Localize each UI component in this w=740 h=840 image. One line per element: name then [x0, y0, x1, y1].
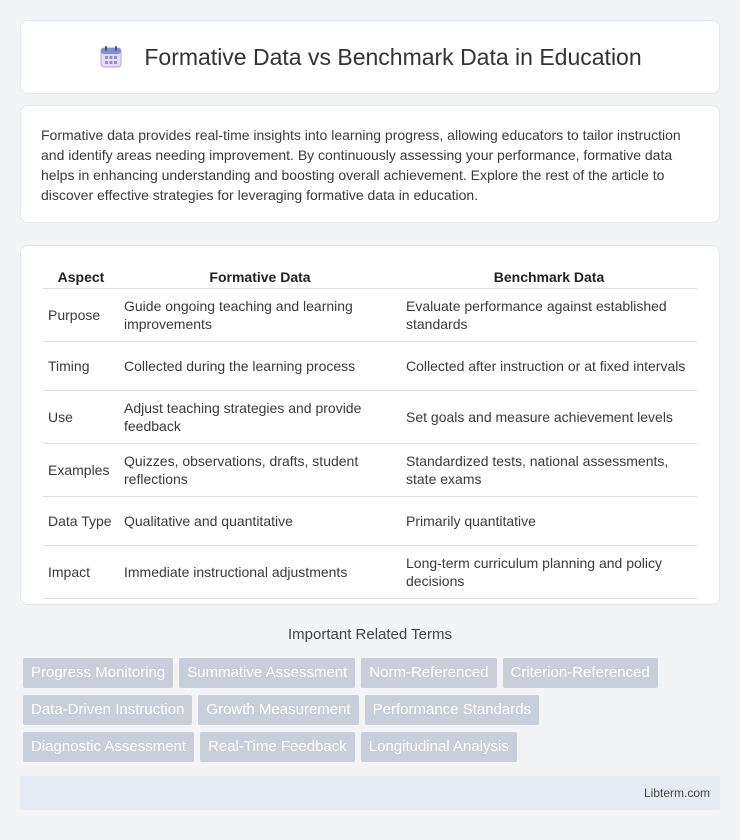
related-terms-title: Important Related Terms: [288, 626, 452, 643]
footer-site-link[interactable]: Libterm.com: [643, 786, 710, 800]
table-cell: Evaluate performance against established standards: [401, 289, 697, 342]
table-row: [43, 444, 697, 497]
tag-row: [23, 732, 723, 762]
related-term-tag[interactable]: Diagnostic Assessment: [23, 732, 194, 762]
related-term-tag[interactable]: Growth Measurement: [198, 695, 358, 725]
column-header: Formative Data: [119, 265, 401, 289]
title-card: [20, 20, 720, 94]
table-row: [43, 546, 697, 599]
table-cell: Long-term curriculum planning and policy decisions: [401, 546, 697, 599]
comparison-table: [43, 265, 697, 599]
table-cell: Data Type: [43, 497, 119, 546]
comparison-table-card: [20, 245, 720, 605]
tag-row: [23, 658, 723, 688]
table-cell: Collected during the learning process: [119, 342, 401, 391]
table-cell: Standardized tests, national assessments, state exams: [401, 444, 697, 497]
table-row: [43, 497, 697, 546]
table-cell: Use: [43, 391, 119, 444]
table-cell: Impact: [43, 546, 119, 599]
column-header: Aspect: [43, 265, 119, 289]
tag-row: [23, 695, 723, 725]
table-cell: Set goals and measure achievement levels: [401, 391, 697, 444]
footer: [20, 776, 720, 810]
table-cell: Quizzes, observations, drafts, student reflections: [119, 444, 401, 497]
table-cell: Immediate instructional adjustments: [119, 546, 401, 599]
table-cell: Examples: [43, 444, 119, 497]
intro-text: Formative data provides real-time insights into learning progress, allowing educators to tailor instruction and identify areas needing improvement. By continuously assessing your performance, formative data helps in enhancing understanding and boosting overall achievement. Explore the rest of the article to discover effective strategies for leveraging formative data in education.: [41, 127, 681, 203]
table-header-row: [43, 265, 697, 289]
related-term-tag[interactable]: Longitudinal Analysis: [361, 732, 517, 762]
table-cell: Qualitative and quantitative: [119, 497, 401, 546]
table-cell: Adjust teaching strategies and provide feedback: [119, 391, 401, 444]
related-term-tag[interactable]: Norm-Referenced: [361, 658, 496, 688]
related-terms-tags: [23, 658, 723, 769]
related-term-tag[interactable]: Real-Time Feedback: [200, 732, 355, 762]
table-row: [43, 391, 697, 444]
table-cell: Purpose: [43, 289, 119, 342]
related-term-tag[interactable]: Summative Assessment: [179, 658, 355, 688]
related-term-tag[interactable]: Progress Monitoring: [23, 658, 173, 688]
table-cell: Timing: [43, 342, 119, 391]
related-term-tag[interactable]: Performance Standards: [365, 695, 539, 725]
page-title: Formative Data vs Benchmark Data in Education: [144, 43, 642, 70]
related-term-tag[interactable]: Data-Driven Instruction: [23, 695, 192, 725]
table-cell: Primarily quantitative: [401, 497, 697, 546]
table-cell: Collected after instruction or at fixed intervals: [401, 342, 697, 391]
calendar-icon: [98, 44, 124, 70]
column-header: Benchmark Data: [401, 265, 697, 289]
table-row: [43, 289, 697, 342]
related-term-tag[interactable]: Criterion-Referenced: [503, 658, 658, 688]
intro-card: [20, 105, 720, 223]
table-cell: Guide ongoing teaching and learning improvements: [119, 289, 401, 342]
table-row: [43, 342, 697, 391]
